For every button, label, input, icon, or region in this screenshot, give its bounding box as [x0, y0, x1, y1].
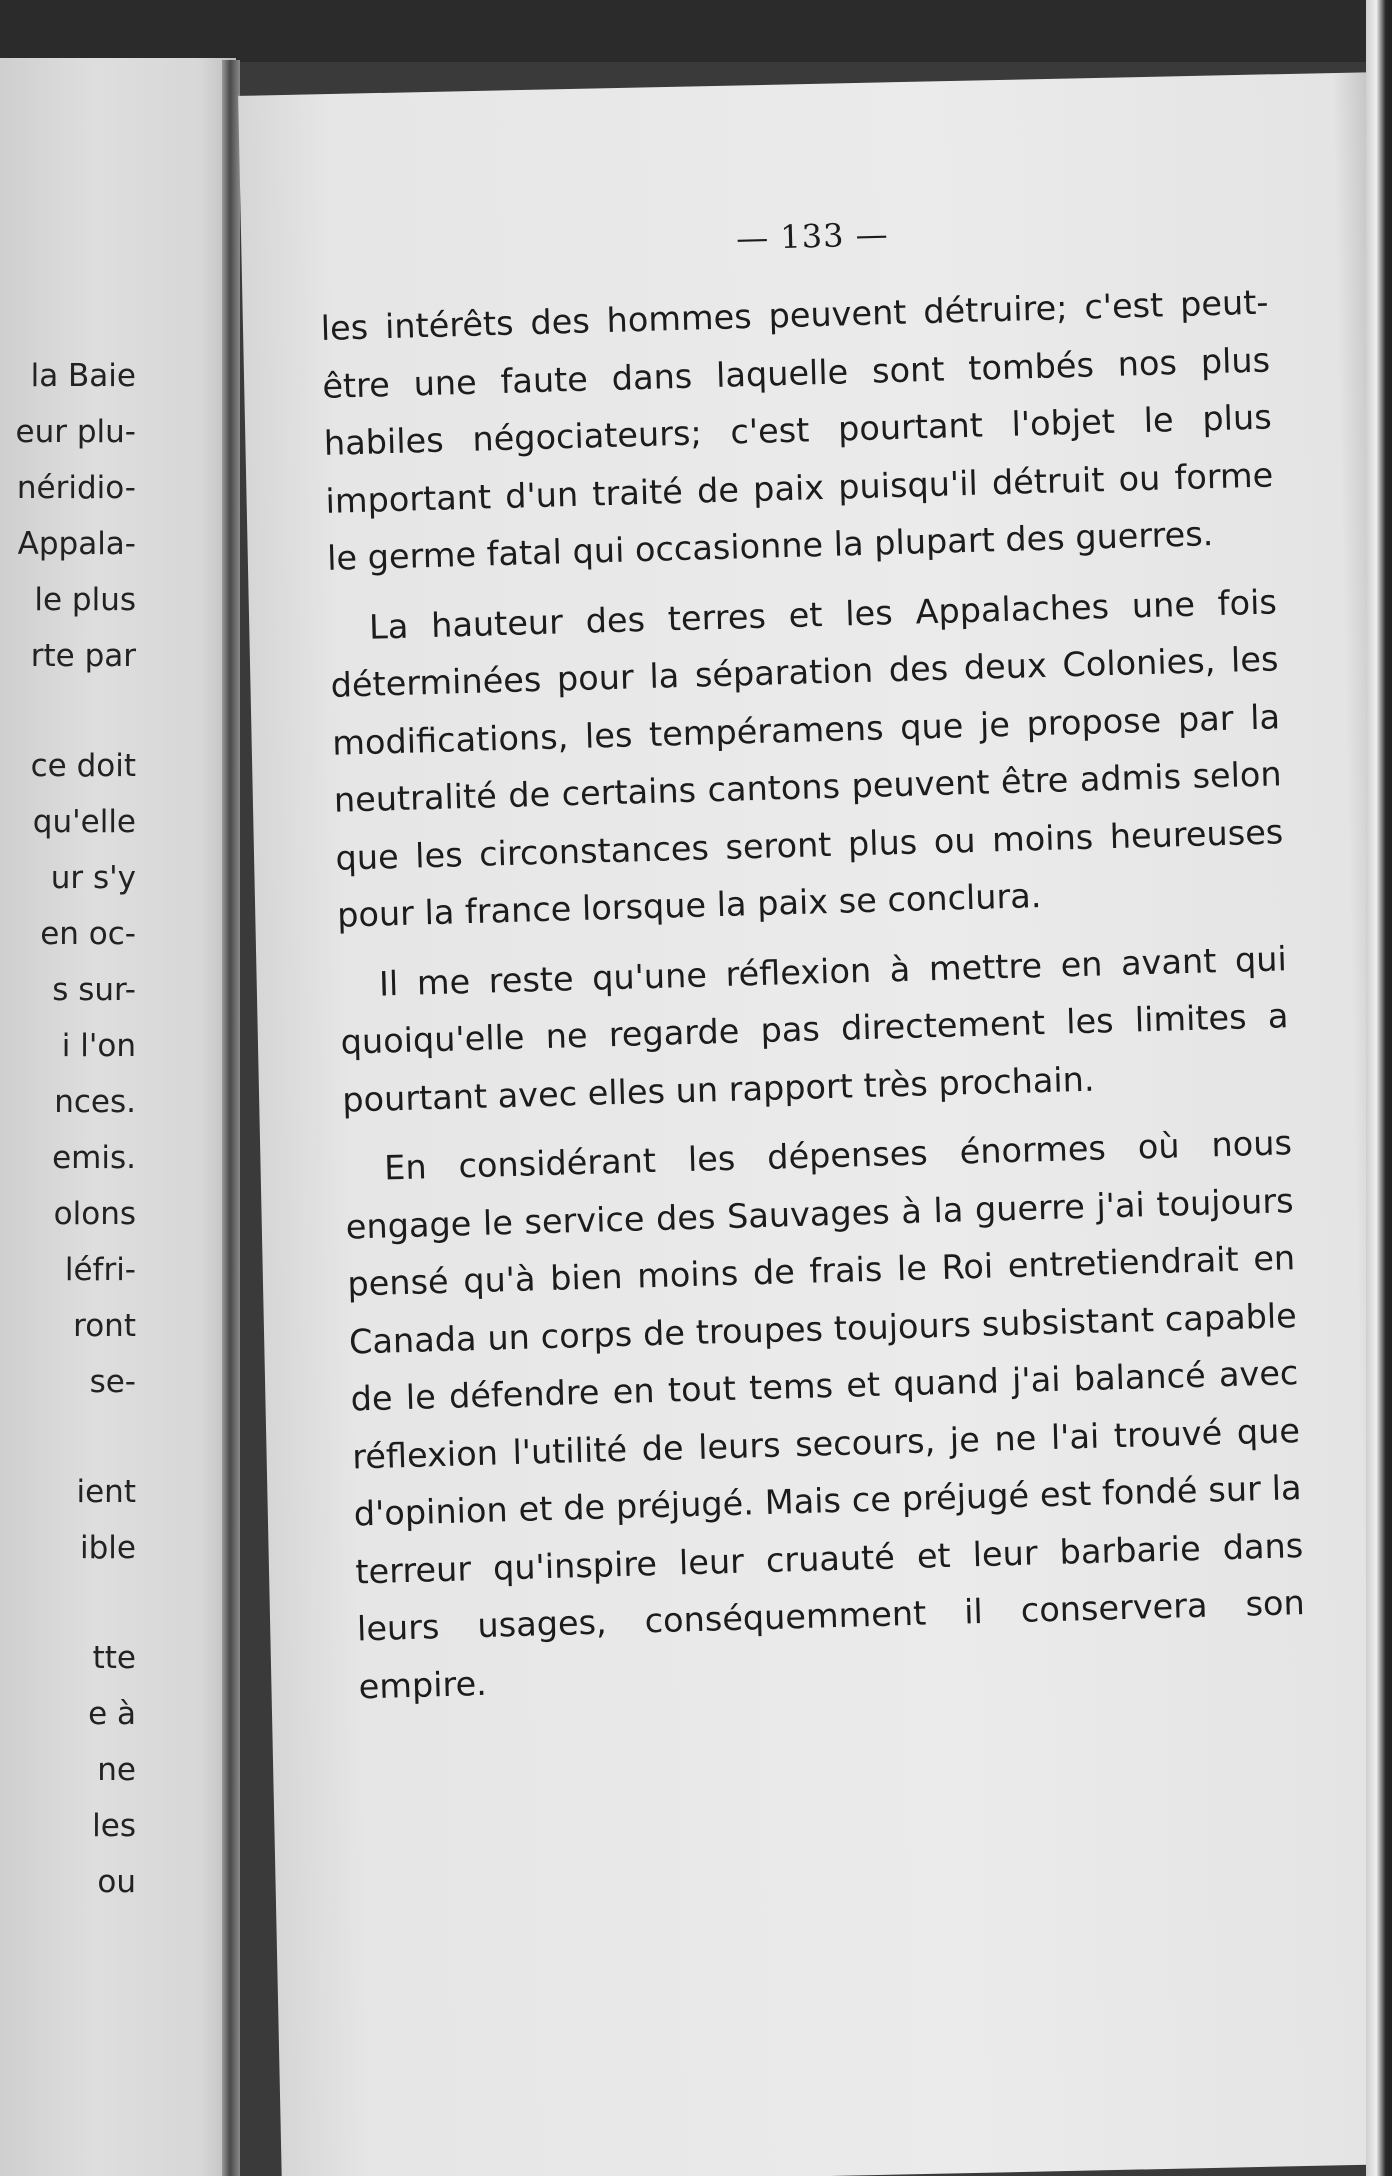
- facing-page-fragment: Appala-: [17, 526, 136, 562]
- facing-page-fragment: ront: [73, 1308, 136, 1344]
- facing-page-fragment: emis.: [52, 1140, 136, 1176]
- facing-page-fragment: se-: [89, 1364, 136, 1400]
- facing-page-fragment: s sur-: [52, 972, 136, 1008]
- page-gutter: [222, 60, 240, 2176]
- scanner-background: [0, 0, 1392, 62]
- facing-page-fragment: néridio-: [16, 470, 136, 506]
- facing-page-fragment: ible: [80, 1530, 136, 1566]
- facing-page-fragment: olons: [53, 1196, 136, 1232]
- facing-page-fragment: nces.: [54, 1084, 136, 1120]
- facing-page-fragment: ne: [97, 1752, 136, 1788]
- facing-page-fragment: i l'on: [61, 1028, 136, 1064]
- facing-page-fragment: eur plu-: [15, 414, 136, 450]
- facing-page-fragment: rte par: [30, 638, 136, 674]
- paragraph: La hauteur des terres et les Appalaches une fois déterminées pour la séparation des deux Colonies, les modifications, les tempéramens que je propose par la neutralité de certains cantons peuvent être admis selon que les circonstances seront plus ou moins heureuses pour la france lorsque la paix se conclura.: [330, 581, 1284, 935]
- paragraph: En considérant les dépenses énormes où nous engage le service des Sauvages à la guerre j'ai toujours pensé qu'à bien moins de frais le Roi entretiendrait en Canada un corps de troupes toujours subsistant capable de le défendre en tout tems et quand j'ai balancé avec réflexion l'utilité de leurs secours, je ne l'ai trouvé que d'opinion et de préjugé. Mais ce préjugé est fondé sur la terreur qu'inspire leur cruauté et leur barbarie dans leurs usages, conséquemment il conservera son empire.: [345, 1123, 1306, 1706]
- facing-page-fragment: la Baie: [30, 358, 136, 394]
- facing-page-fragment: le plus: [34, 582, 136, 618]
- facing-page-fragment: en oc-: [40, 916, 136, 952]
- facing-page-fragment: ou: [97, 1864, 136, 1900]
- paragraph: les intérêts des hommes peuvent détruire; c'est peut-être une faute dans laquelle sont tombés nos plus habiles négociateurs; c'est pourtant l'objet le plus important d'un traité de paix puisqu'il détruit ou forme le germe fatal qui occasionne la plupart des guerres.: [320, 282, 1274, 578]
- facing-page-fragment: les: [92, 1808, 136, 1844]
- facing-page: [0, 58, 236, 2176]
- facing-page-fragment: tte: [92, 1640, 136, 1676]
- facing-page-fragment: léfri-: [64, 1252, 136, 1288]
- page-number: — 133 —: [735, 215, 890, 258]
- facing-page-fragment: qu'elle: [32, 804, 136, 840]
- page-edge: [1366, 0, 1392, 2176]
- facing-page-fragment: ur s'y: [50, 860, 136, 896]
- facing-page-fragment: ient: [76, 1474, 136, 1510]
- page-text: [318, 204, 1307, 1728]
- facing-page-fragment: ce doit: [30, 748, 136, 784]
- paragraph: Il me reste qu'une réflexion à mettre en avant qui quoiqu'elle ne regarde pas directement les limites a pourtant avec elles un rapport très prochain.: [340, 938, 1289, 1120]
- facing-page-fragment: e à: [88, 1696, 136, 1732]
